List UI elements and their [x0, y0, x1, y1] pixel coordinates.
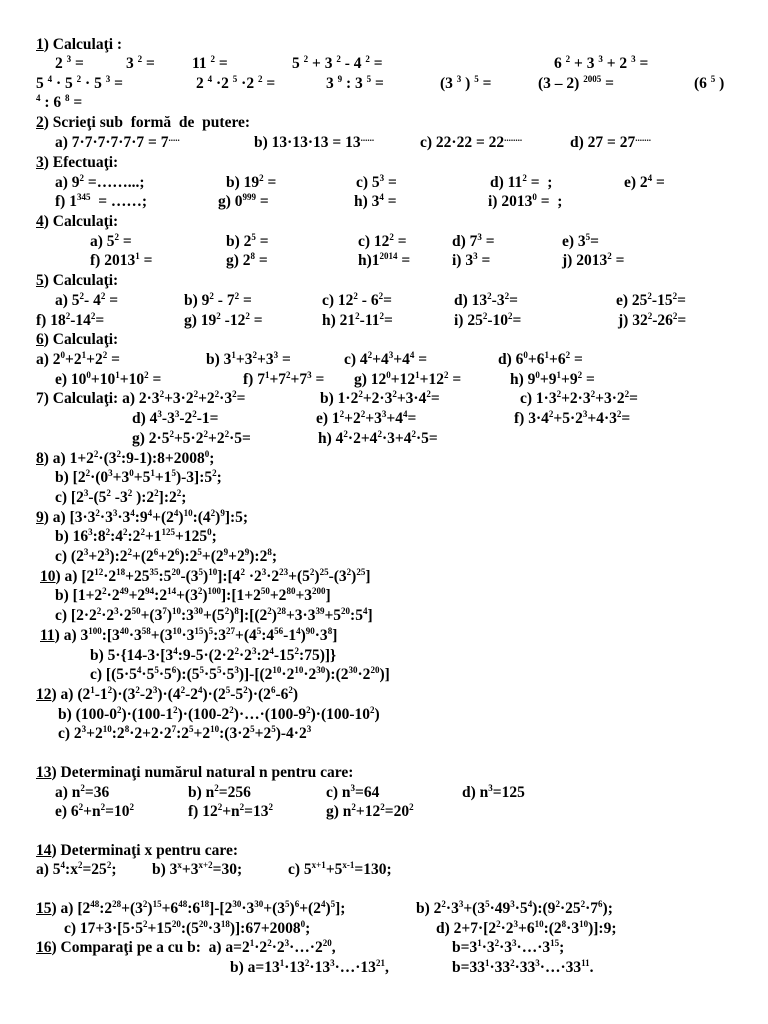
exercise-item: 1) Calculaţi :	[36, 36, 123, 53]
exercise-item: f) $1^{345}$ = ……;	[55, 192, 148, 210]
exercise-item: e) $2^4$ =	[624, 173, 665, 191]
exercise-item: $h)1^{2014}$ =	[358, 251, 411, 269]
exercise-item: 5 $^2$ + 3 $^2$ - 4 $^2$ =	[292, 54, 383, 72]
exercise-item: b) $5\cdot\{14-3\cdot[3^4:9-5\cdot(2\cdot 2^2\cdot 2^3:2^4-15^2:75)]\}$	[90, 646, 337, 664]
exercise-item: c) $[(5\cdot 5^4\cdot 5^5\cdot 5^6):(5^5\cdot 5^5\cdot 5^3)]-[(2^{10}\cdot 2^{10}\cdot 2^{30}):(2^{30}\cdot 2^{20})]$	[90, 665, 390, 683]
exercise-item: c) $(2^3+2^3):2^2+(2^6+2^6):2^5+(2^9+2^9):2^8$;	[55, 547, 278, 565]
exercise-item: c) $12^2$ =	[358, 232, 407, 250]
exercise-item: f) $18^2-14^2=$	[36, 311, 105, 329]
exercise-item: 10) a) $[2^{12}\cdot 2^{18}+25^{35}:5^{20}-(3^5)^{10}]:[4^2 \cdot 2^3\cdot 2^{23}+(5^2)^{25}-(3^2)^{25}]$	[40, 567, 371, 585]
exercise-item: 16) Comparaţi pe a cu b: a) $a=2^1\cdot 2^2\cdot 2^3\cdot\dots\cdot 2^{20}$,	[36, 938, 336, 956]
exercise-item: a) $9^2$ =……...;	[55, 173, 145, 191]
exercise-item: b) $a=13^1\cdot 13^2\cdot 13^3\cdot\dots\cdot 13^{21}$,	[230, 958, 389, 976]
exercise-item: 6 $^2$ + 3 $^3$ + 2 $^3$ =	[554, 54, 649, 72]
exercise-item: b) $n^2=256$	[188, 783, 251, 801]
exercise-item: g) $2^8$ =	[226, 251, 268, 269]
exercise-item: b) $16^3:8^2:4^2:2^2+1^{125}+125^0$;	[55, 527, 217, 545]
exercise-item: c) $[2\cdot 2^2\cdot 2^3\cdot 2^{50}+(3^7)^{10}:3^{30}+(5^2)^8]:[(2^2)^{28}+3\cdot 3^{39}+5^{20}:5^4]$	[55, 606, 373, 624]
exercise-item: h) $4^2\cdot 2+4^2\cdot 3+4^2\cdot 5=$	[318, 429, 438, 447]
exercise-item: f) $12^2+n^2=13^2$	[188, 802, 273, 820]
exercise-item: d) $n^3=125$	[462, 783, 525, 801]
exercise-item: i) $25^2-10^2=$	[454, 311, 522, 329]
exercise-item: e) $25^2-15^2=$	[616, 291, 686, 309]
exercise-item: 5) Calculaţi:	[36, 272, 119, 289]
exercise-item: f) $2013^1$ =	[90, 251, 153, 269]
exercise-item: 13) Determinaţi numărul natural n pentru care:	[36, 764, 354, 781]
exercise-item: b) $(100-0^2)\cdot(100-1^2)\cdot(100-2^2)\cdot\dots\cdot(100-9^2)\cdot(100-10^2)$	[58, 705, 380, 723]
exercise-item: a) $5^2-$ $4^2$ =	[55, 291, 119, 309]
exercise-item: $b=33^1\cdot 33^2\cdot 33^3\cdot\dots\cdot 33^{11}$.	[452, 958, 594, 976]
exercise-item: 3 $^2$ =	[126, 54, 155, 72]
exercise-item: 8) a) $1+2^2\cdot(3^2:9-1):8+2008^0$;	[36, 449, 215, 467]
exercise-item: h) $21^2-11^2=$	[322, 311, 393, 329]
exercise-item: $b=3^1\cdot 3^2\cdot 3^3\cdot\dots\cdot 3^{15}$;	[452, 938, 565, 956]
exercise-item: 4) Calculaţi:	[36, 213, 119, 230]
exercise-item: d) $13^2-3^2=$	[454, 291, 518, 309]
exercise-item: b) $3^1+3^2+3^3$ =	[206, 350, 291, 368]
exercise-item: a) $5^4:x^2=25^2$;	[36, 860, 117, 878]
exercise-item: b) $2^2\cdot 3^3+(3^5\cdot 49^3\cdot 5^4):(9^2\cdot 25^2\cdot 7^6)$;	[416, 899, 613, 917]
exercise-item: 6) Calculaţi:	[36, 331, 119, 348]
exercise-item: c) [$2^3-(5^2$ $-3^2$ )$:2^2]:2^2$;	[55, 488, 187, 506]
exercise-item: 12) a) $(2^1-1^2)\cdot(3^2-2^3)\cdot(4^2-2^4)\cdot(2^5-5^2)\cdot(2^6-6^2)$	[36, 685, 299, 703]
exercise-item: g) $n^2+12^2=20^2$	[326, 802, 414, 820]
exercise-item: j) $2013^2$ =	[562, 251, 625, 269]
exercise-item: (6 $^5$ )	[694, 74, 725, 92]
exercise-item: (3 – 2) $^{2005}$ =	[538, 74, 614, 92]
exercise-item: 5 $^4$ · 5 $^2$ · 5 $^3$ =	[36, 74, 123, 92]
exercise-item: c) $n^3=64$	[326, 783, 380, 801]
exercise-item: f) $3\cdot 4^2+5\cdot 2^3+4\cdot 3^2=$	[514, 409, 631, 427]
exercise-item: a) $5^2$ =	[90, 232, 132, 250]
exercise-item: d) $11^2$ = ;	[490, 173, 553, 191]
exercise-item: b) $[2^2\cdot(0^3+3^0+5^1+1^5)-3]:5^2$;	[55, 468, 222, 486]
exercise-item: d) $7^3$ =	[452, 232, 495, 250]
exercise-item: c) $4^2+4^3+4^4$ =	[344, 350, 428, 368]
exercise-item: b) $[1+2^2\cdot 2^{49}+2^{94}:2^{14}+(3^2)^{100}]:[1+2^{50}+2^{80}+3^{200}]$	[55, 586, 331, 604]
exercise-item: f) $7^1+7^2+7^3$ =	[243, 370, 325, 388]
exercise-item: b) $19^2$ =	[226, 173, 277, 191]
exercise-item: c) $17+3\cdot[5\cdot 5^2+15^{20}:(5^{20}\cdot 3^{18})]:67+2008^0$;	[64, 919, 311, 937]
exercise-item: b) $9^2 - 7^2$ =	[184, 291, 252, 309]
exercise-item: e) $3^5=$	[562, 232, 600, 250]
exercise-item: 2 $^3$ =	[55, 54, 84, 72]
exercise-item: 3) Efectuaţi:	[36, 154, 119, 171]
exercise-item: g) $12^0+12^1+12^2$ =	[354, 370, 462, 388]
exercise-item: a) $2^0+2^1+2^2$ =	[36, 350, 120, 368]
exercise-item: b) $2^5$ =	[226, 232, 269, 250]
exercise-item: i) $2013^0$ = ;	[488, 192, 563, 210]
exercise-item: b) $3^x+3^{x+2}=30$;	[152, 860, 243, 878]
exercise-item: h) $9^0+9^1+9^2$ =	[510, 370, 595, 388]
exercise-item: a) 7·7·7·7·7·7 = 7.....	[55, 133, 180, 151]
exercise-item: 11 $^2$ =	[192, 54, 228, 72]
exercise-item: c) $1\cdot 3^2+2\cdot 3^2+3\cdot 2^2=$	[520, 389, 638, 407]
exercise-item: e) $1^2+2^2+3^3+4^4=$	[316, 409, 417, 427]
exercise-item: $^4$ : 6 $^8$ =	[36, 93, 83, 111]
exercise-item: a) $n^2=36$	[55, 783, 110, 801]
exercise-item: i) $3^3$ =	[452, 251, 491, 269]
exercise-item: 9) a) $[3\cdot 3^2\cdot 3^3\cdot 3^4:9^4+(2^4)^{10}:(4^2)^9]:5$;	[36, 508, 249, 526]
exercise-item: j) $32^2-26^2=$	[618, 311, 687, 329]
exercise-item: g) $19^2$ $-12^2$ =	[184, 311, 263, 329]
exercise-item: c) 22·22 = 22........	[420, 133, 523, 151]
exercise-item: d) $2+7\cdot[2^2\cdot 2^3+6^{10}:(2^8\cdot 3^{10})]:9$;	[436, 919, 617, 937]
exercise-item: (3 $^3$ ) $^5$ =	[440, 74, 492, 92]
exercise-item: b) $1\cdot 2^2+2\cdot 3^2+3\cdot 4^2=$	[320, 389, 440, 407]
exercise-item: c) $5^{x+1}+5^{x-1}=130$;	[288, 860, 392, 878]
exercise-item: c) $12^2 - 6^2=$	[322, 291, 392, 309]
exercise-item: h) $3^4$ =	[354, 192, 397, 210]
exercise-item: 14) Determinaţi x pentru care:	[36, 842, 239, 859]
exercise-item: g) $0^{999}$ =	[218, 192, 269, 210]
exercise-item: c) $2^3+2^{10}:2^8\cdot 2+2\cdot 2^7:2^5+2^{10}:(3\cdot 2^5+2^5)-4\cdot 2^3$	[58, 724, 312, 742]
exercise-item: 15) a) $[2^{48}:2^{28}+(3^2)^{15}+6^{48}:6^{18}]-[2^{30}\cdot 3^{30}+(3^5)^6+(2^4)^5]$;	[36, 899, 346, 917]
exercise-item: c) $5^3$ =	[356, 173, 397, 191]
exercise-item: d) 27 = 27.......	[570, 133, 651, 151]
exercise-item: b) 13·13·13 = 13......	[254, 133, 375, 151]
exercise-item: e) $6^2+n^2=10^2$	[55, 802, 134, 820]
exercise-item: e) $10^0+10^1+10^2$ =	[55, 370, 162, 388]
exercise-item: d) $4^3-3^3-2^2-1=$	[132, 409, 219, 427]
exercise-item: g) $2\cdot 5^2+5\cdot 2^2+2^2\cdot 5=$	[132, 429, 251, 447]
exercise-item: 11) a) $3^{100}:[3^{40}\cdot 3^{58}+(3^{10}\cdot 3^{15})^5:3^{27}+(4^5:4^{56}-1^4)^{90}\cdot 3^8]$	[40, 626, 338, 644]
exercise-item: 3 $^9$ : 3 $^5$ =	[326, 74, 384, 92]
exercise-item: 7) Calculaţi: a) $2\cdot 3^2+3\cdot 2^2+2^2\cdot 3^2=$	[36, 389, 246, 407]
exercise-item: 2) Scrieţi sub formă de putere:	[36, 114, 251, 131]
exercise-item: d) $6^0+6^1+6^2$ =	[498, 350, 583, 368]
exercise-item: 2 $^4$ ·2 $^5$ ·2 $^2$ =	[196, 74, 276, 92]
